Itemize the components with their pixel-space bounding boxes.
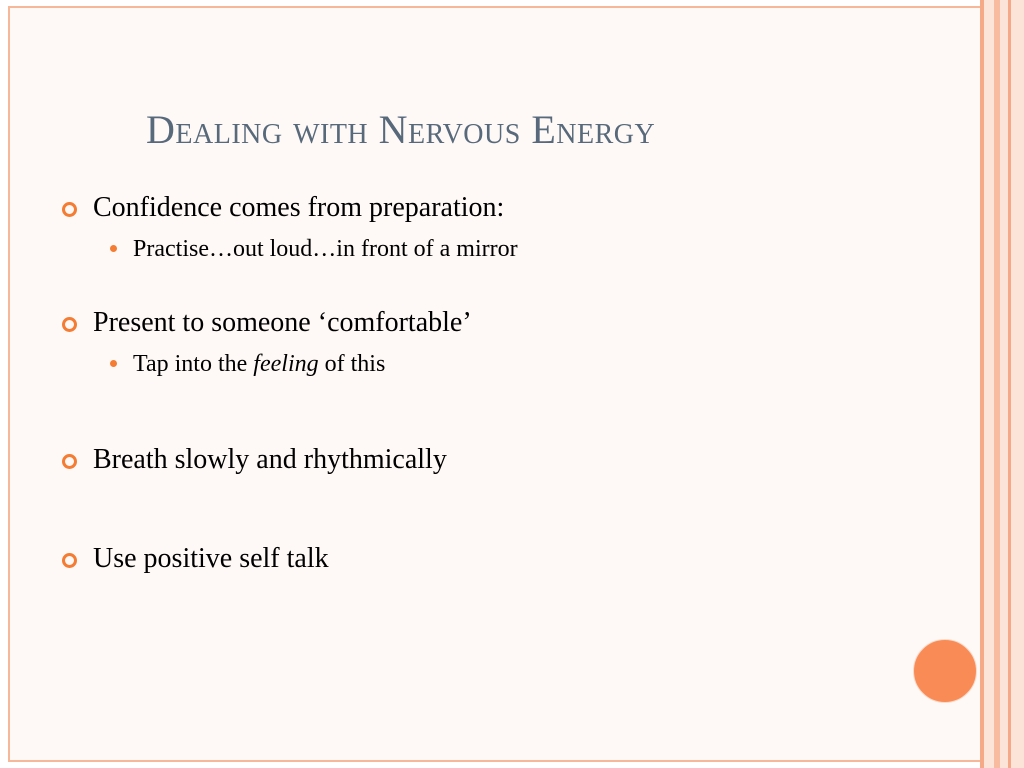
frame-left-line [8, 0, 10, 768]
bullet-item [60, 186, 940, 230]
sub-bullet-emphasis: feeling [253, 351, 319, 377]
stripe [984, 0, 994, 768]
bullet-text: Present to someone ‘comfortable’ [93, 307, 472, 338]
filled-dot-bullet-icon [110, 360, 117, 367]
bullet-text: Use positive self talk [93, 543, 329, 574]
bullet-text: Breath slowly and rhythmically [93, 444, 447, 475]
frame-top-line [8, 6, 980, 8]
frame-bottom [8, 762, 980, 768]
hollow-circle-bullet-icon [62, 317, 77, 332]
bullet-item [60, 301, 940, 345]
sub-bullet-text-before: Tap into the [133, 351, 254, 377]
stripe [1000, 0, 1008, 768]
bullet-text: Confidence comes from preparation: [93, 192, 505, 223]
sub-bullet-text-after: of this [318, 351, 386, 377]
bullet-item [60, 438, 940, 482]
sub-bullet-item [110, 230, 940, 268]
right-decorative-stripes [980, 0, 1024, 768]
bullet-item [60, 537, 940, 581]
hollow-circle-bullet-icon [62, 202, 77, 217]
decorative-orange-circle [913, 639, 977, 703]
bullet-list [60, 186, 940, 581]
sub-bullet-text: Practise…out loud…in front of a mirror [133, 236, 518, 262]
hollow-circle-bullet-icon [62, 553, 77, 568]
sub-bullet-item [110, 345, 940, 383]
frame-left [0, 0, 8, 768]
stripe [1011, 0, 1024, 768]
filled-dot-bullet-icon [110, 245, 117, 252]
slide-title: Dealing with Nervous Energy [146, 107, 656, 152]
hollow-circle-bullet-icon [62, 454, 77, 469]
